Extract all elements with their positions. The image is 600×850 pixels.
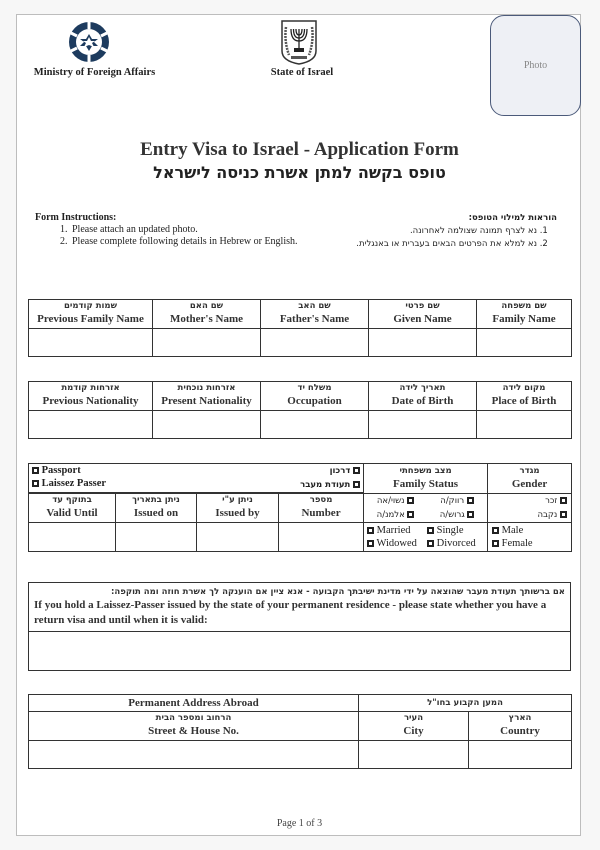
label-en: Occupation: [287, 395, 342, 407]
option-label: גרוש/ה: [439, 510, 465, 520]
laissez-passer-question-table: [28, 582, 571, 671]
label-en: Issued on: [133, 507, 179, 519]
label-en: Gender: [511, 477, 548, 490]
checkbox[interactable]: [407, 511, 414, 518]
label-he: שמות קודמים: [63, 301, 118, 311]
number-field[interactable]: [279, 523, 364, 552]
ministry-label: Ministry of Foreign Affairs: [33, 67, 156, 78]
state-label: State of Israel: [270, 67, 334, 78]
gender-male[interactable]: [492, 524, 571, 537]
option-label: תעודת מעבר: [300, 480, 351, 490]
label-he: ניתן בתאריך: [132, 495, 180, 505]
header-present-nationality: [153, 382, 261, 411]
instruction-item-hebrew: 2. נא למלא את הפרטים הבאים בעברית או באנגלית.: [307, 238, 537, 251]
gender-female[interactable]: [492, 537, 571, 550]
checkbox[interactable]: [560, 497, 567, 504]
header-valid-until: [29, 494, 116, 523]
state-emblem-icon: [279, 19, 319, 65]
instruction-item-hebrew: 1. נא לצרף תמונה שצולמה לאחרונה.: [307, 225, 537, 238]
label-he: ניתן ע"י: [222, 495, 253, 505]
instructions-heading-hebrew: הוראות למילוי הטופס:: [468, 213, 557, 223]
question-hebrew: אם ברשותך תעודת מעבר שהוצאה על ידי מדינת ישיבתך הקבועה - אנא ציין אם הוענקה לך אשרת חוזה ומה תוקפה:: [111, 586, 565, 597]
checkbox[interactable]: [32, 480, 39, 487]
gender-options-english: [488, 523, 572, 552]
label-he: הארץ: [508, 713, 532, 723]
fathers-name-field[interactable]: [261, 329, 369, 357]
header-given-name: [369, 300, 477, 329]
option-label: Divorced: [436, 538, 476, 549]
page-number: Page 1 of 3: [276, 818, 323, 829]
label-en: Family Name: [492, 313, 556, 325]
instructions-english: [35, 212, 305, 248]
ministry-logo-icon: [67, 20, 111, 64]
checkbox[interactable]: [353, 481, 360, 488]
status-married[interactable]: [367, 524, 427, 537]
checkbox[interactable]: [32, 467, 39, 474]
label-he: הרחוב ומספר הבית: [155, 713, 232, 723]
travel-document-table: [28, 463, 572, 552]
instruction-item: 1. Please attach an updated photo.: [70, 224, 305, 236]
option-label: Male: [501, 525, 524, 536]
form-title-hebrew: טופס בקשה למתן אשרת כניסה לישראל: [153, 163, 446, 182]
return-visa-answer-field[interactable]: [29, 632, 571, 671]
option-label: נקבה: [537, 510, 558, 520]
street-field[interactable]: [29, 741, 359, 769]
option-label: רווק/ה: [440, 496, 465, 506]
checkbox[interactable]: [407, 497, 414, 504]
label-en: Street & House No.: [148, 725, 239, 737]
label-en: City: [403, 725, 424, 737]
label-he: העיר: [403, 713, 424, 723]
label-en: Issued by: [215, 507, 260, 519]
label-he: משלח יד: [297, 383, 332, 393]
instructions-heading: Form Instructions:: [35, 212, 117, 223]
header-family-name: [477, 300, 572, 329]
photo-placeholder[interactable]: [490, 15, 581, 116]
previous-family-name-field[interactable]: [29, 329, 153, 357]
label-he: שם פרטי: [405, 301, 440, 311]
address-title-english: Permanent Address Abroad: [128, 696, 259, 709]
label-en: Present Nationality: [161, 395, 252, 407]
address-title-hebrew-cell: [359, 695, 572, 712]
laissez-passer-option[interactable]: [32, 477, 106, 490]
label-en: Number: [301, 507, 341, 519]
label-en: Previous Family Name: [37, 313, 144, 325]
header-occupation: [261, 382, 369, 411]
header-issued-on: [116, 494, 197, 523]
checkbox[interactable]: [492, 527, 499, 534]
status-single-hebrew[interactable]: [440, 494, 475, 508]
checkbox[interactable]: [353, 467, 360, 474]
option-label: Laissez Passer: [41, 478, 107, 489]
status-widowed[interactable]: [367, 537, 427, 550]
label-en: Place of Birth: [491, 395, 557, 407]
country-field[interactable]: [469, 741, 572, 769]
occupation-field[interactable]: [261, 411, 369, 439]
header-mothers-name: [153, 300, 261, 329]
family-name-field[interactable]: [477, 329, 572, 357]
label-he: מגדר: [519, 465, 540, 476]
header-family-status: [364, 464, 488, 494]
option-label: Passport: [41, 465, 81, 476]
label-en: Family Status: [393, 477, 459, 490]
laissez-passer-option-hebrew[interactable]: [300, 478, 360, 492]
photo-label: Photo: [523, 60, 548, 71]
given-name-field[interactable]: [369, 329, 477, 357]
label-en: Given Name: [393, 313, 452, 325]
gender-female-hebrew[interactable]: [488, 508, 567, 522]
label-en: Previous Nationality: [42, 395, 139, 407]
header-place-of-birth: [477, 382, 572, 411]
city-field[interactable]: [359, 741, 469, 769]
label-he: אזרחות קודמת: [61, 383, 120, 393]
option-label: Married: [376, 525, 411, 536]
instructions-hebrew: [307, 212, 557, 251]
form-page: [16, 14, 581, 836]
header-number: [279, 494, 364, 523]
status-divorced-hebrew[interactable]: [440, 508, 475, 522]
checkbox[interactable]: [367, 527, 374, 534]
instruction-item: 2. Please complete following details in Hebrew or English.: [70, 236, 305, 248]
checkbox[interactable]: [467, 497, 474, 504]
family-status-options-english: [364, 523, 488, 552]
header-previous-family-name: [29, 300, 153, 329]
header-previous-nationality: [29, 382, 153, 411]
header-gender: [488, 464, 572, 494]
issued-by-field[interactable]: [197, 523, 279, 552]
label-he: מספר: [309, 495, 333, 505]
label-he: שם משפחה: [501, 301, 547, 311]
status-divorced[interactable]: [427, 537, 476, 550]
form-title-english: Entry Visa to Israel - Application Form: [140, 139, 459, 160]
header-issued-by: [197, 494, 279, 523]
option-label: Widowed: [376, 538, 417, 549]
label-he: מקום לידה: [502, 383, 546, 393]
header-fathers-name: [261, 300, 369, 329]
checkbox[interactable]: [560, 511, 567, 518]
status-single[interactable]: [427, 524, 476, 537]
permanent-address-table: [28, 694, 572, 769]
header-street: [29, 712, 359, 741]
passport-option-hebrew[interactable]: [300, 464, 360, 478]
date-of-birth-field[interactable]: [369, 411, 477, 439]
header-country: [469, 712, 572, 741]
valid-until-field[interactable]: [29, 523, 116, 552]
label-en: Date of Birth: [391, 395, 454, 407]
question-cell: [29, 583, 571, 632]
previous-nationality-field[interactable]: [29, 411, 153, 439]
document-type-cell: [29, 464, 364, 493]
mothers-name-field[interactable]: [153, 329, 261, 357]
option-label: נשוי/אה: [376, 496, 405, 506]
header-city: [359, 712, 469, 741]
address-title-english-cell: [29, 695, 359, 712]
gender-male-hebrew[interactable]: [488, 494, 567, 508]
label-he: שם האב: [298, 301, 331, 311]
checkbox[interactable]: [367, 540, 374, 547]
label-he: תאריך לידה: [399, 383, 446, 393]
option-label: Female: [501, 538, 533, 549]
checkbox[interactable]: [427, 540, 434, 547]
label-he: אזרחות נוכחית: [177, 383, 236, 393]
label-en: Valid Until: [46, 507, 98, 519]
birth-nationality-table: [28, 381, 572, 439]
option-label: זכר: [545, 496, 558, 506]
option-label: דרכון: [329, 466, 351, 476]
present-nationality-field[interactable]: [153, 411, 261, 439]
checkbox[interactable]: [427, 527, 434, 534]
status-widowed-hebrew[interactable]: [377, 508, 415, 522]
issued-on-field[interactable]: [116, 523, 197, 552]
checkbox[interactable]: [467, 511, 474, 518]
label-he: מצב משפחתי: [399, 465, 452, 476]
label-he: בתוקף עד: [52, 495, 92, 505]
label-en: Mother's Name: [169, 313, 243, 325]
label-en: Country: [500, 725, 540, 737]
passport-option[interactable]: [32, 464, 106, 477]
option-label: אלמנ/ה: [376, 510, 405, 520]
place-of-birth-field[interactable]: [477, 411, 572, 439]
gender-options-hebrew: [488, 494, 572, 523]
question-english: If you hold a Laissez-Passer issued by the state of your permanent residence - please state whether you have a return visa and until when it is valid:: [34, 598, 547, 626]
status-married-hebrew[interactable]: [377, 494, 415, 508]
header-date-of-birth: [369, 382, 477, 411]
option-label: Single: [436, 525, 464, 536]
label-en: Father's Name: [279, 313, 350, 325]
family-status-options-hebrew: [364, 494, 488, 523]
checkbox[interactable]: [492, 540, 499, 547]
names-table: [28, 299, 572, 357]
label-he: שם האם: [189, 301, 224, 311]
address-title-hebrew: המען הקבוע בחו"ל: [427, 697, 503, 708]
